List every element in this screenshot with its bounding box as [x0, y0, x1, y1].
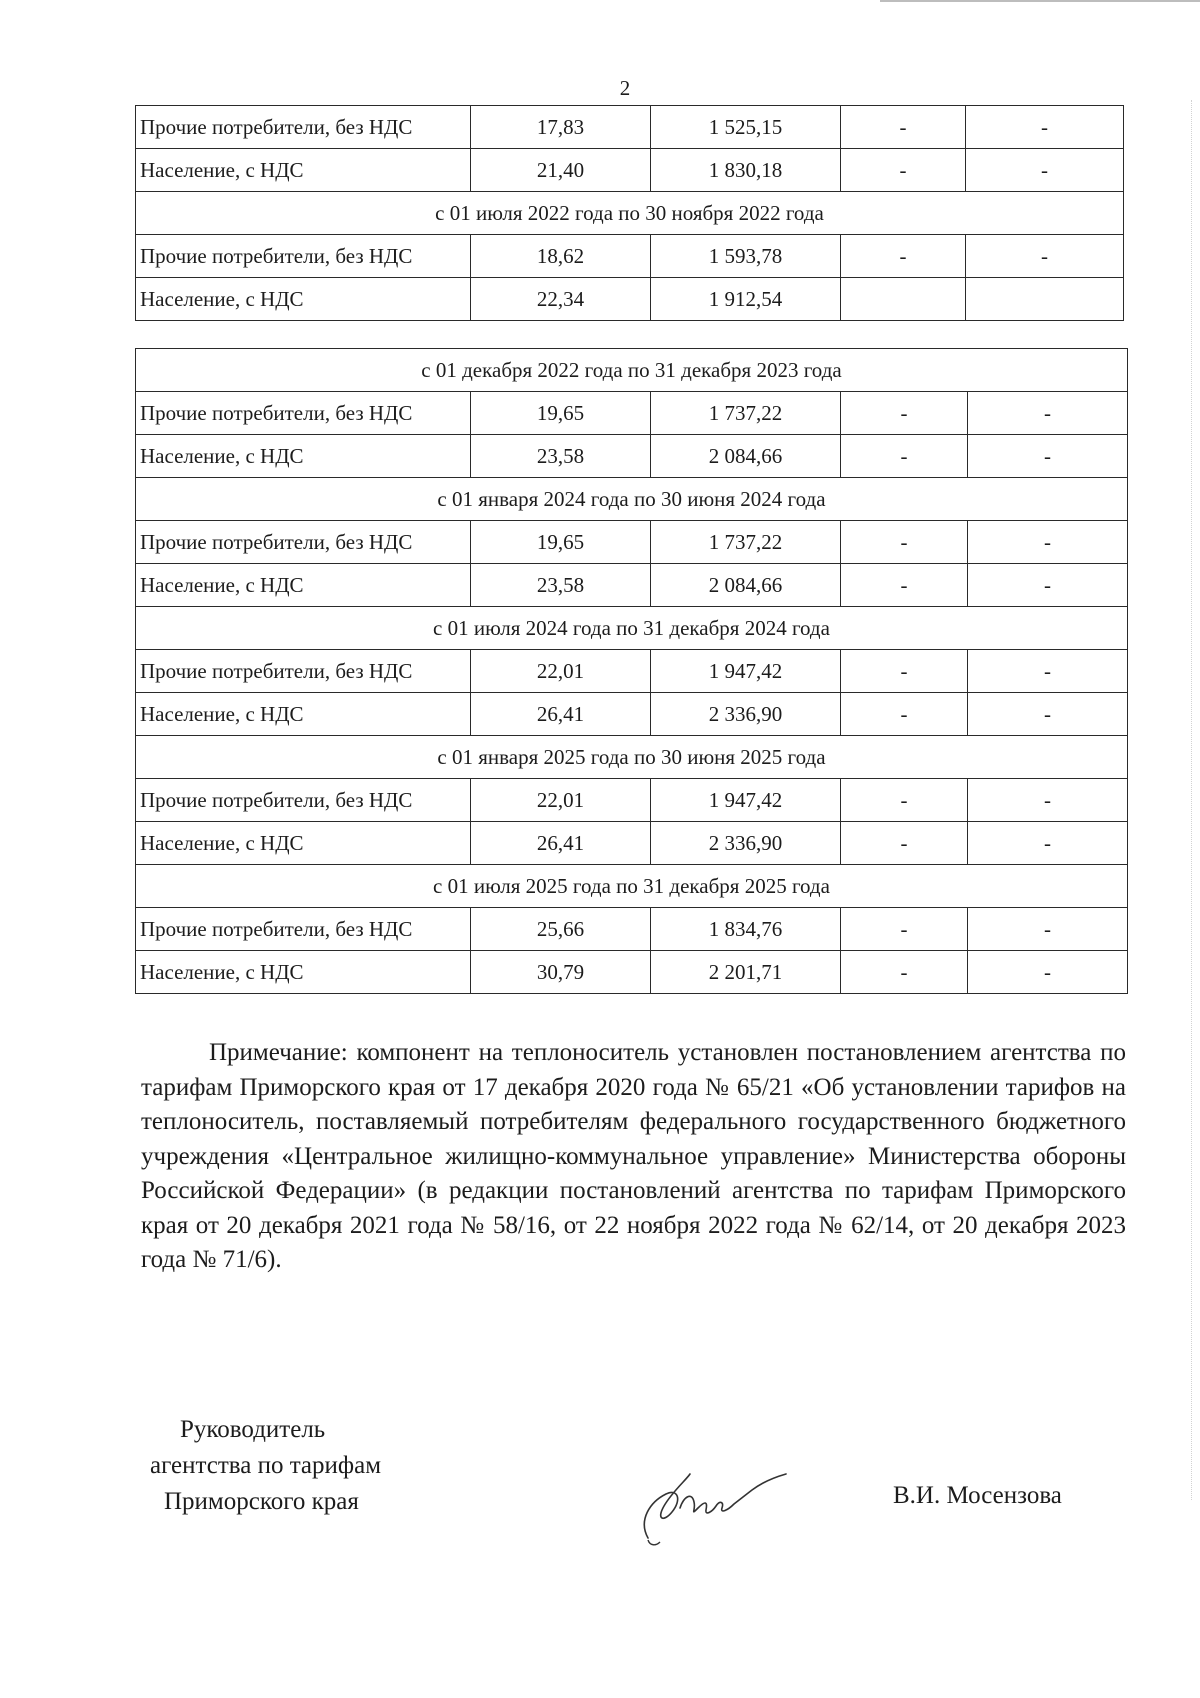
tariff-value-cell: -: [968, 951, 1128, 994]
tariff-row: [136, 693, 1128, 736]
period-label: с 01 июля 2024 года по 31 декабря 2024 года: [136, 607, 1128, 650]
consumer-label: Население, с НДС: [136, 564, 471, 607]
period-row: [136, 607, 1128, 650]
tariff-value-cell: 19,65: [471, 392, 651, 435]
signer-position-line: Приморского края: [164, 1488, 359, 1515]
signer-position-line: Руководитель: [180, 1416, 326, 1443]
tariff-row: [136, 235, 1124, 278]
consumer-label: Население, с НДС: [136, 435, 471, 478]
tariff-value-cell: 17,83: [471, 106, 651, 149]
tariff-value-cell: -: [841, 822, 968, 865]
tariff-row: [136, 951, 1128, 994]
scan-edge-mark: [880, 0, 1200, 8]
tariff-value-cell: -: [968, 392, 1128, 435]
tariff-row: [136, 278, 1124, 321]
consumer-label: Население, с НДС: [136, 693, 471, 736]
tariff-table-periods: [135, 348, 1128, 994]
handwritten-signature: [620, 1450, 790, 1560]
tariff-value-cell: 1 737,22: [651, 392, 841, 435]
tariff-value-cell: 2 336,90: [651, 693, 841, 736]
signer-position-line: агентства по тарифам: [150, 1452, 382, 1479]
tariff-value-cell: -: [841, 951, 968, 994]
tariff-row: [136, 521, 1128, 564]
tariff-value-cell: 2 336,90: [651, 822, 841, 865]
period-row: [136, 736, 1128, 779]
tariff-value-cell: 26,41: [471, 822, 651, 865]
tariff-value-cell: 30,79: [471, 951, 651, 994]
period-row: [136, 865, 1128, 908]
tariff-value-cell: -: [968, 908, 1128, 951]
consumer-label: Население, с НДС: [136, 951, 471, 994]
tariff-value-cell: -: [968, 693, 1128, 736]
tariff-value-cell: 22,34: [471, 278, 651, 321]
tariff-value-cell: -: [968, 521, 1128, 564]
consumer-label: Население, с НДС: [136, 278, 471, 321]
tariff-row: [136, 908, 1128, 951]
period-row: [136, 192, 1124, 235]
consumer-label: Прочие потребители, без НДС: [136, 521, 471, 564]
tariff-row: [136, 650, 1128, 693]
period-label: с 01 января 2025 года по 30 июня 2025 года: [136, 736, 1128, 779]
tariff-value-cell: 1 912,54: [651, 278, 841, 321]
consumer-label: Население, с НДС: [136, 822, 471, 865]
tariff-value-cell: -: [841, 908, 968, 951]
tariff-value-cell: -: [841, 392, 968, 435]
tariff-value-cell: -: [841, 435, 968, 478]
page-number: 2: [619, 76, 631, 100]
tariff-value-cell: -: [966, 106, 1124, 149]
tariff-value-cell: 18,62: [471, 235, 651, 278]
tariff-row: [136, 149, 1124, 192]
tariff-value-cell: 1 593,78: [651, 235, 841, 278]
tariff-value-cell: [966, 278, 1124, 321]
tariff-row: [136, 779, 1128, 822]
tariff-row: [136, 822, 1128, 865]
consumer-label: Прочие потребители, без НДС: [136, 650, 471, 693]
tariff-value-cell: 23,58: [471, 564, 651, 607]
tariff-value-cell: -: [968, 650, 1128, 693]
consumer-label: Прочие потребители, без НДС: [136, 779, 471, 822]
tariff-row: [136, 106, 1124, 149]
period-row: [136, 478, 1128, 521]
consumer-label: Прочие потребители, без НДС: [136, 106, 471, 149]
tariff-value-cell: -: [841, 106, 966, 149]
tariff-value-cell: 23,58: [471, 435, 651, 478]
tariff-value-cell: -: [841, 235, 966, 278]
tariff-value-cell: 2 084,66: [651, 435, 841, 478]
tariff-value-cell: 2 084,66: [651, 564, 841, 607]
tariff-value-cell: 1 947,42: [651, 650, 841, 693]
tariff-value-cell: -: [841, 564, 968, 607]
scan-edge-line: [1190, 100, 1192, 1500]
tariff-value-cell: -: [968, 435, 1128, 478]
tariff-value-cell: 1 525,15: [651, 106, 841, 149]
period-label: с 01 декабря 2022 года по 31 декабря 2023 года: [136, 349, 1128, 392]
tariff-value-cell: -: [968, 822, 1128, 865]
tariff-value-cell: 26,41: [471, 693, 651, 736]
tariff-row: [136, 564, 1128, 607]
tariff-table-continuation: [135, 105, 1124, 321]
consumer-label: Прочие потребители, без НДС: [136, 235, 471, 278]
tariff-value-cell: 1 947,42: [651, 779, 841, 822]
tariff-value-cell: 25,66: [471, 908, 651, 951]
tariff-value-cell: -: [841, 521, 968, 564]
tariff-value-cell: -: [968, 564, 1128, 607]
tariff-value-cell: [841, 278, 966, 321]
tariff-value-cell: 1 830,18: [651, 149, 841, 192]
tariff-value-cell: -: [841, 693, 968, 736]
period-label: с 01 января 2024 года по 30 июня 2024 года: [136, 478, 1128, 521]
tariff-value-cell: -: [841, 779, 968, 822]
period-row: [136, 349, 1128, 392]
tariff-value-cell: 22,01: [471, 650, 651, 693]
consumer-label: Население, с НДС: [136, 149, 471, 192]
period-label: с 01 июля 2022 года по 30 ноября 2022 года: [136, 192, 1124, 235]
signer-name: В.И. Мосензова: [893, 1482, 1062, 1509]
tariff-value-cell: -: [966, 235, 1124, 278]
tariff-value-cell: 22,01: [471, 779, 651, 822]
tariff-value-cell: 2 201,71: [651, 951, 841, 994]
signer-position: [150, 1412, 381, 1520]
tariff-value-cell: -: [841, 149, 966, 192]
tariff-value-cell: 1 737,22: [651, 521, 841, 564]
tariff-value-cell: -: [841, 650, 968, 693]
note-paragraph: Примечание: компонент на теплоноситель установлен постановлением агентства по тарифам Приморского края от 17 декабря 2020 года № 65/21 «Об установлении тарифов на теплоноситель, поставляемый потребителям федерального государственного бюджетного учреждения «Центральное жилищно-коммунальное управление» Министерства обороны Российской Федерации» (в редакции постановлений агентства по тарифам Приморского края от 20 декабря 2021 года № 58/16, от 22 ноября 2022 года № 62/14, от 20 декабря 2023 года № 71/6).: [141, 1039, 1126, 1273]
period-label: с 01 июля 2025 года по 31 декабря 2025 года: [136, 865, 1128, 908]
consumer-label: Прочие потребители, без НДС: [136, 392, 471, 435]
tariff-value-cell: 1 834,76: [651, 908, 841, 951]
tariff-value-cell: 19,65: [471, 521, 651, 564]
tariff-row: [136, 435, 1128, 478]
tariff-row: [136, 392, 1128, 435]
tariff-value-cell: 21,40: [471, 149, 651, 192]
tariff-value-cell: -: [966, 149, 1124, 192]
tariff-value-cell: -: [968, 779, 1128, 822]
consumer-label: Прочие потребители, без НДС: [136, 908, 471, 951]
